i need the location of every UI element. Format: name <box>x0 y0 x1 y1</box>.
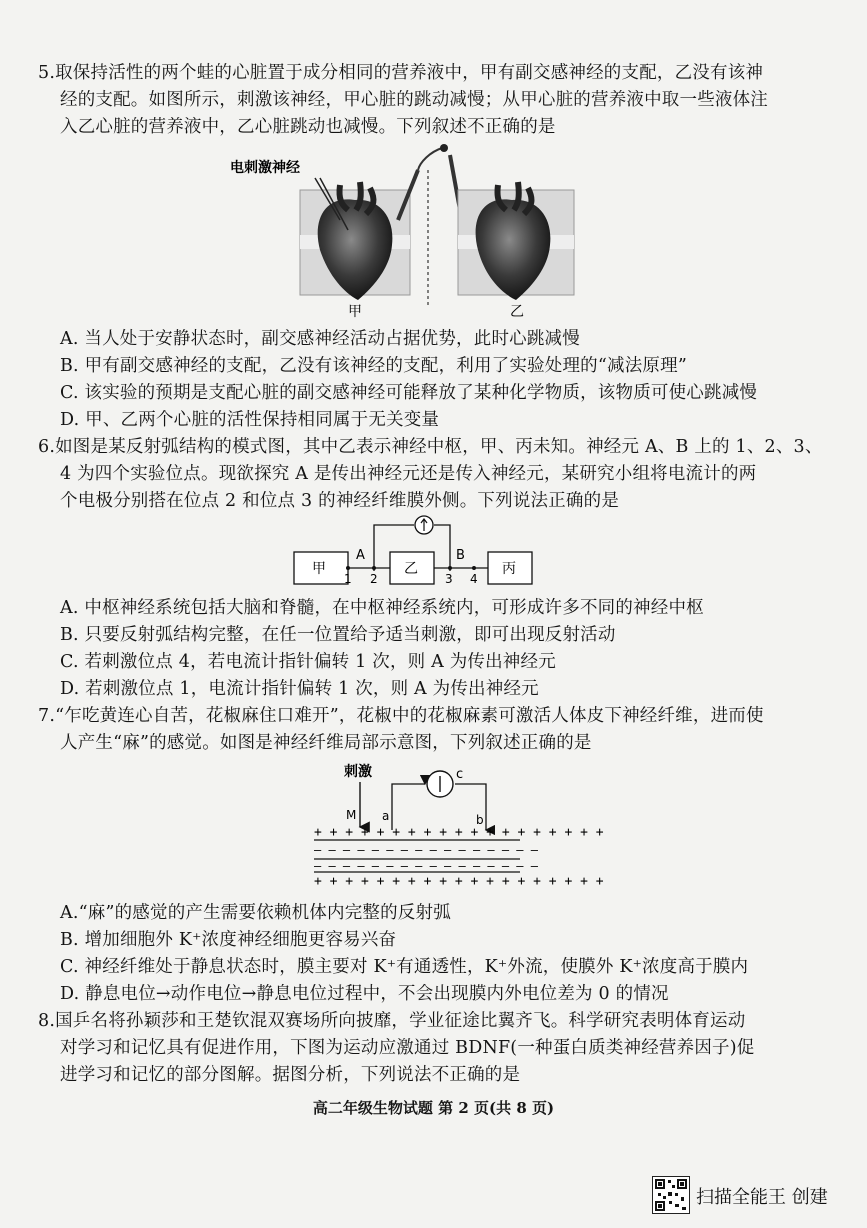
point-2: 2 <box>370 572 378 586</box>
nerve-stim-label: 电刺激神经 <box>230 160 300 176</box>
q8-stem-line2: 对学习和记忆具有促进作用，下图为运动应激通过 BDNF(一种蛋白质类神经营养因子)促 <box>60 1038 755 1058</box>
point-4: 4 <box>470 572 478 586</box>
q6-option-d: D. 若刺激位点 1，电流计指针偏转 1 次，则 A 为传出神经元 <box>60 679 539 699</box>
membrane-outer-plus: + + + + + + + + + + + + + + + + + + + <box>314 825 604 840</box>
point-m: M <box>346 808 357 822</box>
box-yi-label: 乙 <box>404 561 418 577</box>
reflex-arc-figure <box>290 515 550 590</box>
galvanometer-icon <box>415 516 433 534</box>
q7-option-c: C. 神经纤维处于静息状态时，膜主要对 K⁺有通透性，K⁺外流，使膜外 K⁺浓度高于膜内 <box>60 957 749 977</box>
point-a: a <box>382 809 390 823</box>
q7-option-a: A.“麻”的感觉的产生需要依赖机体内完整的反射弧 <box>60 903 451 923</box>
q5-option-d: D. 甲、乙两个心脏的活性保持相同属于无关变量 <box>60 410 440 430</box>
q6-option-c: C. 若刺激位点 4，若电流计指针偏转 1 次，则 A 为传出神经元 <box>60 652 556 672</box>
q5-option-b: B. 甲有副交感神经的支配，乙没有该神经的支配，利用了实验处理的“减法原理” <box>60 356 687 376</box>
galvanometer-icon <box>427 771 453 797</box>
q6-stem-line1: 6.如图是某反射弧结构的模式图，其中乙表示神经中枢，甲、丙未知。神经元 A、B 上的 1、2、3、 <box>38 437 823 457</box>
q6-stem-line2: 4 为四个实验位点。现欲探究 A 是传出神经元还是传入神经元，某研究小组将电流计的两 <box>60 464 757 484</box>
q7-option-d: D. 静息电位→动作电位→静息电位过程中，不会出现膜内外电位差为 0 的情况 <box>60 984 669 1004</box>
q7-stem-line2: 人产生“麻”的感觉。如图是神经纤维局部示意图，下列叙述正确的是 <box>60 733 592 753</box>
membrane-inner-minus-top: — — — — — — — — — — — — — — — — <box>314 843 538 857</box>
q5-stem-line2: 经的支配。如图所示，刺激该神经，甲心脏的跳动减慢；从甲心脏的营养液中取一些液体注 <box>60 90 768 110</box>
scanner-watermark <box>652 1176 852 1216</box>
q5-option-a: A. 当人处于安静状态时，副交感神经活动占据优势，此时心跳减慢 <box>60 329 580 349</box>
qr-code-icon <box>652 1176 690 1214</box>
box-bing-label: 丙 <box>502 561 516 577</box>
point-3: 3 <box>445 572 453 586</box>
stim-label: 刺激 <box>344 764 372 780</box>
page-footer: 高二年级生物试题 第 2 页(共 8 页) <box>312 1099 555 1117</box>
point-b: b <box>476 813 484 827</box>
q5-stem-line1: 5.取保持活性的两个蛙的心脏置于成分相同的营养液中，甲有副交感神经的支配，乙没有该神 <box>38 63 764 83</box>
beaker-jia <box>300 178 410 300</box>
box-jia-label: 甲 <box>312 561 326 577</box>
q7-option-b: B. 增加细胞外 K⁺浓度神经细胞更容易兴奋 <box>60 930 397 950</box>
beaker-yi <box>458 182 574 300</box>
membrane-inner-minus-bottom: — — — — — — — — — — — — — — — — <box>314 859 538 873</box>
label-a: A <box>356 548 365 563</box>
q5-option-c: C. 该实验的预期是支配心脏的副交感神经可能释放了某种化学物质，该物质可使心跳减慢 <box>60 383 758 403</box>
q5-stem-line3: 入乙心脏的营养液中，乙心脏跳动也减慢。下列叙述不正确的是 <box>60 117 556 137</box>
label-c: c <box>456 767 464 782</box>
q7-stem-line1: 7.“乍吃黄连心自苦，花椒麻住口难开”，花椒中的花椒麻素可激活人体皮下神经纤维，进而使 <box>38 706 764 726</box>
label-b: B <box>456 548 465 563</box>
q6-stem-line3: 个电极分别搭在位点 2 和位点 3 的神经纤维膜外侧。下列说法正确的是 <box>60 491 620 511</box>
point-1: 1 <box>344 572 352 586</box>
q6-option-a: A. 中枢神经系统包括大脑和脊髓，在中枢神经系统内，可形成许多不同的神经中枢 <box>60 598 704 618</box>
membrane-bottom-plus: + + + + + + + + + + + + + + + + + + + <box>314 874 604 889</box>
fig-label-yi: 乙 <box>510 304 524 320</box>
q6-option-b: B. 只要反射弧结构完整，在任一位置给予适当刺激，即可出现反射活动 <box>60 625 616 645</box>
nerve-fiber-figure <box>310 762 604 889</box>
q8-stem-line1: 8.国乒名将孙颖莎和王楚钦混双赛场所向披靡，学业征途比翼齐飞。科学研究表明体育运动 <box>38 1011 746 1031</box>
q8-stem-line3: 进学习和记忆的部分图解。据图分析，下列说法不正确的是 <box>60 1065 521 1085</box>
heart-experiment-figure <box>220 140 600 322</box>
watermark-text: 扫描全能王 创建 <box>696 1187 828 1208</box>
fig-label-jia: 甲 <box>348 304 362 320</box>
